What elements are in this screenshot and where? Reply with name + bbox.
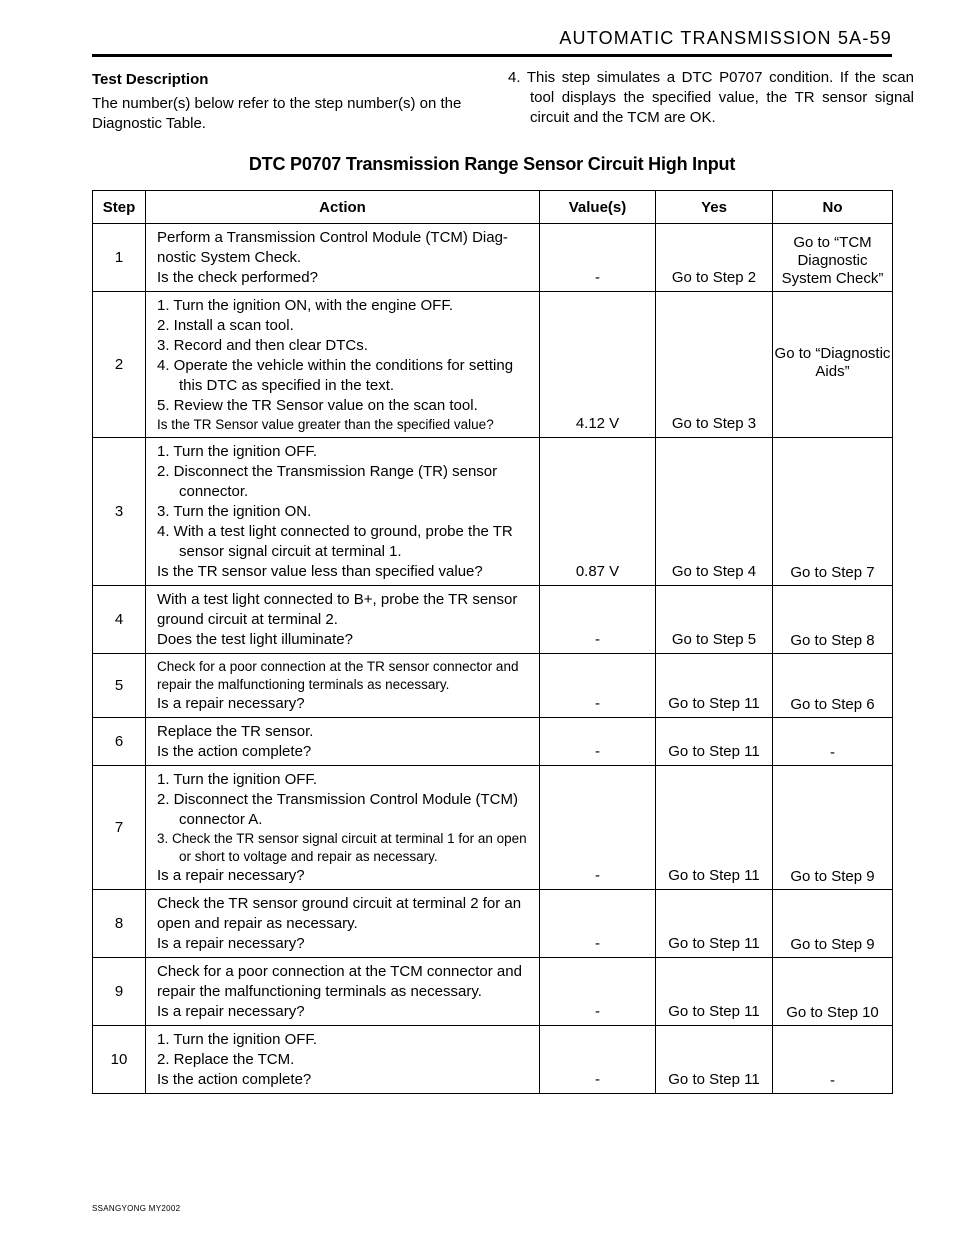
action-line: 3. Turn the ignition ON. <box>157 503 312 520</box>
step-number: 6 <box>93 718 146 766</box>
step-action <box>146 1026 540 1094</box>
table-row <box>93 224 893 292</box>
action-line: 1. Turn the ignition ON, with the engine OFF. <box>157 297 453 314</box>
step-yes: Go to Step 11 <box>656 654 773 718</box>
action-line: 1. Turn the ignition OFF. <box>157 771 318 788</box>
action-line: Does the test light illuminate? <box>157 631 353 648</box>
step-number: 3 <box>93 438 146 586</box>
step-yes: Go to Step 2 <box>656 224 773 292</box>
test-description-note: 4. This step simulates a DTC P0707 condition. If the scan tool displays the specified value, the TR sensor signal circuit and the TCM are OK. <box>508 69 914 126</box>
step-action <box>146 890 540 958</box>
action-line: 1. Turn the ignition OFF. <box>157 1031 318 1048</box>
step-no: Go to Step 8 <box>773 586 893 654</box>
step-no: Go to Step 10 <box>773 958 893 1026</box>
action-line: Check for a poor connection at the TR sensor connector and repair the malfunctioning terminals as necessary. <box>157 659 519 692</box>
action-line: Replace the TR sensor. <box>157 723 314 740</box>
step-no: Go to “Diagnostic Aids” <box>773 292 893 438</box>
action-line: Perform a Transmission Control Module (TCM) Diag-nostic System Check. <box>157 229 508 266</box>
action-line: Is the action complete? <box>157 743 312 760</box>
action-line: Is a repair necessary? <box>157 867 305 884</box>
step-number: 1 <box>93 224 146 292</box>
header-rule <box>92 54 892 57</box>
step-action <box>146 292 540 438</box>
test-description-title: Test Description <box>92 71 209 88</box>
step-yes: Go to Step 11 <box>656 958 773 1026</box>
action-line: Is the action complete? <box>157 1071 312 1088</box>
header-step: Step <box>93 191 146 224</box>
step-value: - <box>540 586 656 654</box>
header-action: Action <box>146 191 540 224</box>
table-row <box>93 438 893 586</box>
step-value: 4.12 V <box>540 292 656 438</box>
step-no: Go to Step 9 <box>773 890 893 958</box>
action-line: Check the TR sensor ground circuit at terminal 2 for an open and repair as necessary. <box>157 895 522 932</box>
action-line: 5. Review the TR Sensor value on the scan tool. <box>157 397 478 414</box>
step-number: 7 <box>93 766 146 890</box>
test-description-text: The number(s) below refer to the step number(s) on the Diagnostic Table. <box>92 95 462 132</box>
step-action <box>146 224 540 292</box>
table-row <box>93 586 893 654</box>
action-line: Is the TR sensor value less than specified value? <box>157 563 483 580</box>
step-yes: Go to Step 3 <box>656 292 773 438</box>
action-line: 4. Operate the vehicle within the conditions for setting this DTC as specified in the text. <box>157 357 514 394</box>
table-row <box>93 766 893 890</box>
action-line: With a test light connected to B+, probe the TR sensor ground circuit at terminal 2. <box>157 591 518 628</box>
step-value: 0.87 V <box>540 438 656 586</box>
action-line: Check for a poor connection at the TCM connector and repair the malfunctioning terminals as necessary. <box>157 963 522 1000</box>
step-value: - <box>540 890 656 958</box>
step-no: Go to “TCM Diagnostic System Check” <box>773 224 893 292</box>
step-no: - <box>773 718 893 766</box>
page-header: AUTOMATIC TRANSMISSION 5A-59 <box>559 28 892 48</box>
step-yes: Go to Step 11 <box>656 1026 773 1094</box>
step-yes: Go to Step 11 <box>656 766 773 890</box>
step-no: Go to Step 6 <box>773 654 893 718</box>
step-number: 10 <box>93 1026 146 1094</box>
step-yes: Go to Step 5 <box>656 586 773 654</box>
step-value: - <box>540 766 656 890</box>
table-header-row <box>93 191 893 224</box>
action-line: Is the TR Sensor value greater than the specified value? <box>157 417 494 432</box>
action-line: 2. Replace the TCM. <box>157 1051 295 1068</box>
step-action <box>146 766 540 890</box>
table-row <box>93 292 893 438</box>
diagnostic-table <box>92 190 893 1094</box>
table-row <box>93 718 893 766</box>
step-action <box>146 438 540 586</box>
action-line: 2. Disconnect the Transmission Range (TR) sensor connector. <box>157 463 498 500</box>
step-yes: Go to Step 11 <box>656 718 773 766</box>
header-values: Value(s) <box>540 191 656 224</box>
step-value: - <box>540 718 656 766</box>
header-yes: Yes <box>656 191 773 224</box>
step-action <box>146 586 540 654</box>
action-line: 3. Check the TR sensor signal circuit at terminal 1 for an open or short to voltage and repair as necessary. <box>157 831 527 864</box>
step-value: - <box>540 1026 656 1094</box>
step-no: Go to Step 9 <box>773 766 893 890</box>
table-row <box>93 958 893 1026</box>
action-line: 2. Disconnect the Transmission Control Module (TCM) connector A. <box>157 791 518 828</box>
action-line: 4. With a test light connected to ground, probe the TR sensor signal circuit at terminal 1. <box>157 523 513 560</box>
step-number: 2 <box>93 292 146 438</box>
step-number: 8 <box>93 890 146 958</box>
action-line: Is a repair necessary? <box>157 1003 305 1020</box>
step-yes: Go to Step 4 <box>656 438 773 586</box>
page-footer: SSANGYONG MY2002 <box>92 1204 181 1213</box>
step-value: - <box>540 654 656 718</box>
action-line: 2. Install a scan tool. <box>157 317 294 334</box>
table-title: DTC P0707 Transmission Range Sensor Circuit High Input <box>248 154 736 174</box>
step-number: 9 <box>93 958 146 1026</box>
step-no: Go to Step 7 <box>773 438 893 586</box>
step-yes: Go to Step 11 <box>656 890 773 958</box>
step-number: 5 <box>93 654 146 718</box>
header-no: No <box>773 191 893 224</box>
step-value: - <box>540 224 656 292</box>
step-action <box>146 654 540 718</box>
table-row <box>93 1026 893 1094</box>
step-value: - <box>540 958 656 1026</box>
table-row <box>93 890 893 958</box>
step-action <box>146 718 540 766</box>
table-row <box>93 654 893 718</box>
test-description <box>92 70 492 134</box>
step-no: - <box>773 1026 893 1094</box>
step-action <box>146 958 540 1026</box>
action-line: 1. Turn the ignition OFF. <box>157 443 318 460</box>
action-line: 3. Record and then clear DTCs. <box>157 337 368 354</box>
action-line: Is the check performed? <box>157 269 318 286</box>
action-line: Is a repair necessary? <box>157 935 305 952</box>
step-number: 4 <box>93 586 146 654</box>
action-line: Is a repair necessary? <box>157 695 305 712</box>
